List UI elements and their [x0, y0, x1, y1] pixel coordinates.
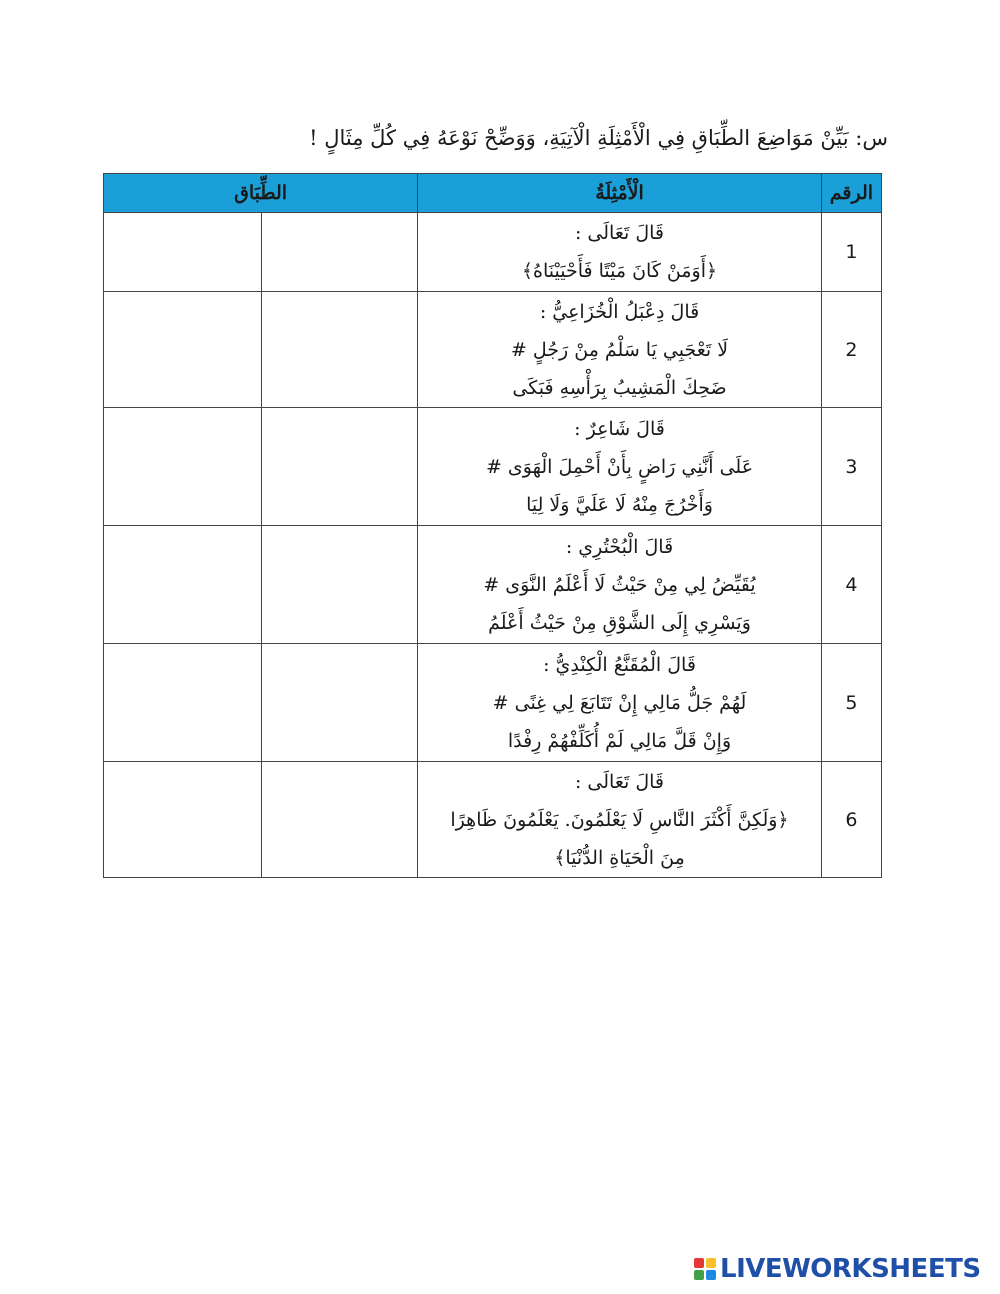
example-line: وَيَسْرِي إِلَى الشَّوْقِ مِنْ حَيْثُ أَعْلَمُ	[488, 611, 751, 634]
example-line: ﴿وَلَكِنَّ أَكْثَرَ النَّاسِ لَا يَعْلَمُونَ. يَعْلَمُونَ ظَاهِرًا	[450, 808, 789, 831]
table-row	[104, 213, 882, 292]
example-line: مِنَ الْحَيَاةِ الدُّنْيَا﴾	[554, 846, 685, 869]
row-number: 5	[821, 644, 881, 762]
table-row	[104, 526, 882, 644]
example-line: عَلَى أَنَّنِي رَاضٍ بِأَنْ أَحْمِلَ الْهَوَى #	[485, 455, 754, 478]
row-number: 2	[821, 292, 881, 408]
example-line: وَأَخْرُجَ مِنْهُ لَا عَلَيَّ وَلَا لِيَا	[526, 493, 713, 516]
example-cell	[418, 408, 822, 526]
worksheet-table	[103, 173, 882, 878]
tibaq-word-2-cell[interactable]	[104, 408, 262, 526]
row-number: 6	[821, 762, 881, 878]
tibaq-word-2-cell[interactable]	[104, 526, 262, 644]
example-cell	[418, 762, 822, 878]
header-row	[104, 174, 882, 213]
tibaq-word-1-cell[interactable]	[261, 408, 418, 526]
liveworksheets-logo	[694, 1253, 981, 1285]
row-number: 4	[821, 526, 881, 644]
logo-square	[706, 1258, 716, 1268]
table-row	[104, 292, 882, 408]
logo-text: LIVEWORKSHEETS	[720, 1254, 981, 1284]
tibaq-word-1-cell[interactable]	[261, 292, 418, 408]
header-number: الرقم	[821, 174, 881, 213]
example-line: لَا تَعْجَبِي يَا سَلْمُ مِنْ رَجُلٍ #	[510, 338, 729, 361]
example-intro: قَالَ الْمُقَنَّعُ الْكِنْدِيُّ :	[543, 653, 696, 676]
row-number: 3	[821, 408, 881, 526]
logo-square	[694, 1270, 704, 1280]
row-number: 1	[821, 213, 881, 292]
example-line: يُقَيِّضُ لِي مِنْ حَيْثُ لَا أَعْلَمُ النَّوَى #	[483, 573, 756, 596]
example-line: وَإِنْ قَلَّ مَالِي لَمْ أُكَلِّفْهُمْ رِفْدًا	[507, 729, 732, 752]
table-row	[104, 762, 882, 878]
example-intro: قَالَ شَاعِرٌ :	[574, 417, 665, 440]
example-cell	[418, 292, 822, 408]
tibaq-word-1-cell[interactable]	[261, 644, 418, 762]
example-cell	[418, 213, 822, 292]
header-tibaq: الطِّبَاق	[104, 174, 418, 213]
logo-square	[706, 1270, 716, 1280]
example-line: ﴿أَوَمَنْ كَانَ مَيْتًا فَأَحْيَيْنَاهُ﴾	[521, 260, 718, 282]
example-cell	[418, 526, 822, 644]
tibaq-word-1-cell[interactable]	[261, 762, 418, 878]
logo-square	[694, 1258, 704, 1268]
question-text: س: بَيِّنْ مَوَاضِعَ الطِّبَاقِ فِي الْأَمْثِلَةِ الْآتِيَةِ، وَوَضِّحْ نَوْعَهُ فِي كُلِّ مِثَالٍ !	[309, 126, 888, 150]
example-line: ضَحِكَ الْمَشِيبُ بِرَأْسِهِ فَبَكَى	[512, 376, 727, 399]
example-cell	[418, 644, 822, 762]
example-line: لَهُمْ جَلُّ مَالِي إِنْ تَتَابَعَ لِي غِنًى #	[492, 691, 747, 714]
tibaq-word-2-cell[interactable]	[104, 644, 262, 762]
header-examples: الْأَمْثِلَةُ	[418, 174, 822, 213]
example-intro: قَالَ تَعَالَى :	[574, 222, 665, 244]
tibaq-word-2-cell[interactable]	[104, 292, 262, 408]
example-intro: قَالَ دِعْبَلُ الْخُزَاعِيُّ :	[539, 300, 700, 323]
table-row	[104, 644, 882, 762]
tibaq-word-1-cell[interactable]	[261, 213, 418, 292]
table-row	[104, 408, 882, 526]
example-intro: قَالَ تَعَالَى :	[574, 770, 665, 793]
tibaq-word-2-cell[interactable]	[104, 213, 262, 292]
tibaq-word-1-cell[interactable]	[261, 526, 418, 644]
tibaq-word-2-cell[interactable]	[104, 762, 262, 878]
liveworksheets-logo-icon	[694, 1258, 716, 1280]
example-intro: قَالَ الْبُحْتُرِي :	[565, 535, 674, 558]
